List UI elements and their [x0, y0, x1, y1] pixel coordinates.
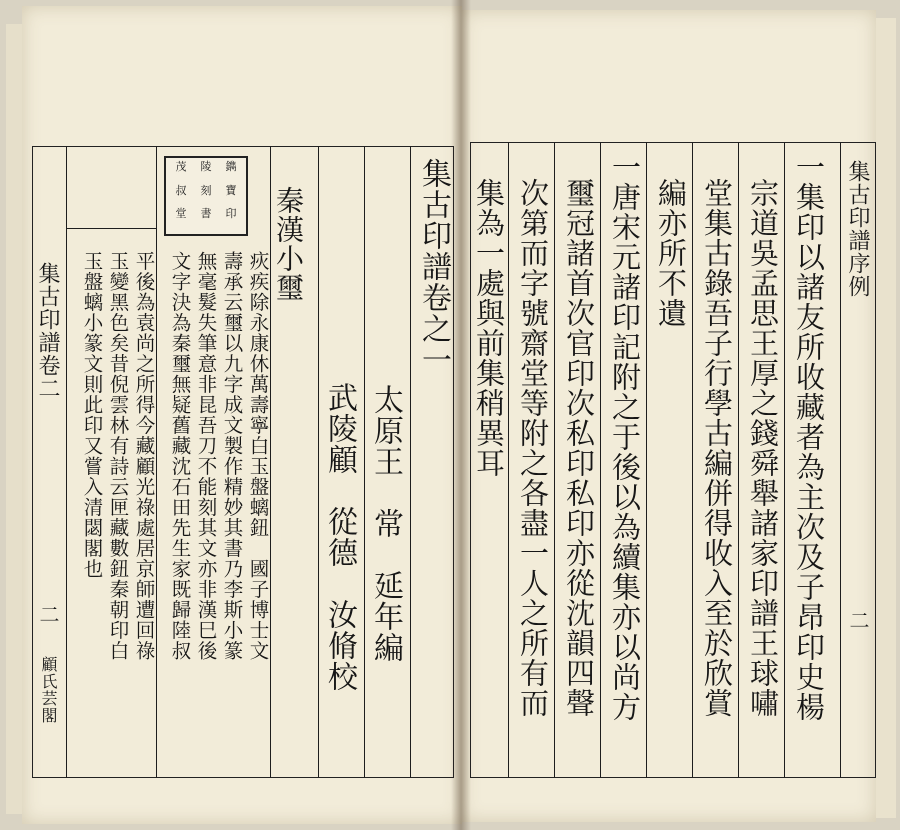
editor-line: 武陵顧 從德 汝脩校 [322, 382, 357, 692]
left-banxin-page-number: 二 [36, 604, 60, 625]
text-line: 集為一處與前集稍異耳 [472, 178, 506, 478]
column-rule [410, 146, 411, 778]
volume-heading: 集古印譜卷之一 [416, 158, 451, 375]
text-line: 次第而字號齋堂等附之各盡一人之所有而 [516, 178, 550, 718]
seal-character: 刻 [200, 183, 212, 197]
seal-character: 叔 [175, 183, 187, 197]
seal-character: 印 [225, 207, 237, 221]
seal-character: 堂 [175, 207, 187, 221]
note-line: 玉變黑色矣昔倪雲林有詩云匣藏數鈕秦朝印白 [106, 251, 130, 661]
text-line: 宗道吳孟思王厚之錢舜舉諸家印譜王球嘯 [746, 178, 780, 718]
right-banxin-title: 集古印譜序例 [845, 160, 870, 298]
seal-character: 寶 [225, 183, 237, 197]
note-line: 玉盤螭小篆文則此印又嘗入清閟閣也 [80, 251, 104, 579]
column-rule [692, 142, 693, 778]
right-banxin-page-number: 二 [846, 610, 870, 631]
text-line: 一唐宋元諸印記附之于後以為續集亦以尚方 [608, 152, 642, 722]
compiler-line: 太原王 常 延年編 [368, 384, 403, 663]
seal-impression [164, 156, 248, 236]
text-line: 堂集古錄吾子行學古編併得收入至於欣賞 [700, 178, 734, 718]
seal-character: 鐫 [225, 160, 237, 173]
seal-character: 書 [200, 207, 212, 221]
column-rule [364, 146, 365, 778]
banxin-rule [66, 146, 67, 778]
seal-character: 茂 [175, 160, 187, 173]
column-rule [600, 142, 601, 778]
left-banxin-studio: 顧氏芸閣 [39, 656, 58, 724]
seal-character: 陵 [200, 160, 212, 173]
note-line: 平後為袁尚之所得今藏顧光祿處居京師遭回祿 [132, 251, 156, 661]
column-rule [270, 146, 271, 778]
note-line: 無毫髮失筆意非昆吾刀不能刻其文亦非漢巳後 [194, 251, 218, 661]
column-rule [156, 146, 157, 778]
text-line: 璽冠諸首次官印次私印私印亦從沈韻四聲 [562, 178, 596, 718]
book-spine-gutter [451, 0, 471, 830]
note-line: 文字決為秦璽無疑舊藏沈石田先生家既歸陸叔 [168, 251, 192, 661]
note-line: 疢疾除永康休萬壽寧白玉盤螭鈕 國子博士文 [246, 251, 270, 661]
text-line: 一集印以諸友所收藏者為主次及子昂印史楊 [792, 152, 826, 722]
column-rule [318, 146, 319, 778]
seal-box-rule [66, 228, 156, 229]
column-rule [508, 142, 509, 778]
text-line: 編亦所不遺 [654, 178, 688, 328]
column-rule [646, 142, 647, 778]
column-rule [554, 142, 555, 778]
right-page [462, 10, 876, 822]
note-line: 壽承云璽以九字成文製作精妙其書乃李斯小篆 [220, 251, 244, 661]
column-rule [784, 142, 785, 778]
column-rule [738, 142, 739, 778]
section-title: 秦漢小璽 [272, 186, 305, 302]
left-page [22, 6, 462, 824]
banxin-rule [840, 142, 841, 778]
left-banxin-title: 集古印譜卷二 [35, 262, 60, 400]
